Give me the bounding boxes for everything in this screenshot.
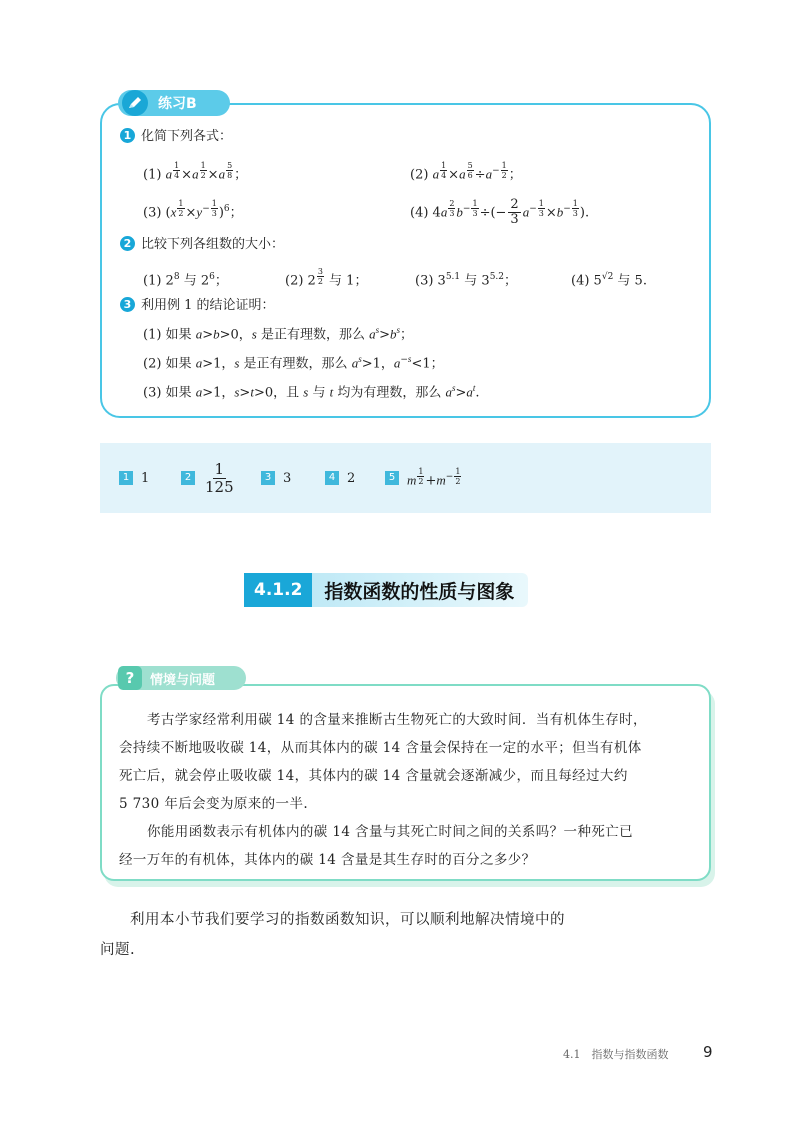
running-footer: 4.1 指数与指数函数 [563,1048,669,1061]
q2-item-4: (4) $5^{√2}$ 与 5. [571,272,647,289]
answer-5: 5 m $^{\frac{1}{2}}$ $+m^{- \frac{1}{2}}$ [385,455,462,501]
answer-4: 4 2 [325,455,355,501]
question-3 [120,296,275,316]
section-number: 4.1.2 [244,573,312,607]
pencil-icon [122,90,148,116]
body-paragraph: 利用本小节我们要学习的指数函数知识，可以顺利地解决情境中的 问题. [100,912,565,958]
question-2 [120,235,284,255]
q1-item-2: (2) a $^{\frac{1}{4}}$ ×a $^{\frac{5}{6}}$ $\div a^{- \frac{1}{2}}$ ； [410,161,522,183]
answer-1: 1 1 [119,455,149,501]
q1-item-4: (4) 4a $^{\frac{2}{3}}$ $b^{- \frac{1}{3}}$ ÷(− $\frac{2}{3}$ $a^{- \frac{1}{3}}$ $\times b^{- \frac{1}{3}}$ ). [410,197,590,228]
situation-paragraph-1: 考古学家经常利用碳 14 的含量来推断古生物死亡的大致时间．当有机体生存时， 会持续不断地吸收碳 14，从而其体内的碳 14 含量会保持在一定的水平；但当有机体 死亡后，就会停止吸收碳 14，其体内的碳 14 含量就会逐渐减少，而且每经过大约 5 730 年后会变为原来的一半. 你能用函数表示有机体内的碳 14 含量与其死亡时间之间的关系吗？一种死亡已 经一万年的有机体，其体内的碳 14 含量是其生存时的百分之多少？ [119,712,647,868]
q3-item-2: (2) 如果 a>1，s 是正有理数，那么 $a^s>1$，$a^{-s}<1$； [143,354,444,372]
question-title: 化简下列各式： [141,129,233,144]
section-heading [244,573,528,607]
q1-item-3: (3) (x $^{\frac{1}{2}}$ $\times y^{- \frac{1}{3}}$ )$^6$； [143,199,243,221]
exercise-tab [118,90,230,116]
answer-2-fraction: 1 125 [205,459,234,496]
question-number: 1 [120,128,135,143]
question-1 [120,127,232,147]
q3-item-3: (3) 如果 a>1，s>t>0，且 s 与 t 均为有理数，那么 $a^s>a^t$. [143,383,480,401]
question-number: 3 [120,297,135,312]
page-number: 9 [703,1043,713,1061]
question-icon: ? [118,666,142,690]
q2-item-1: (1) $2^8$ 与 $2^6$； [143,272,228,289]
section-title: 指数函数的性质与图象 [312,573,528,607]
answer-3: 3 3 [261,455,291,501]
answer-2: 2 1 125 [181,455,236,501]
q2-item-3: (3) $3^{5.1}$ 与 $3^{5.2}$； [415,272,518,289]
question-title: 比较下列各组数的大小： [141,237,285,252]
q2-item-2: (2) 2 $^{\frac{3}{2}}$ 与 1； [285,267,368,289]
situation-tab [116,666,246,690]
question-number: 2 [120,236,135,251]
answer-5-expression: m $^{\frac{1}{2}}$ $+m^{- \frac{1}{2}}$ [407,467,461,489]
question-title: 利用例 1 的结论证明： [141,298,275,313]
q1-item-1: (1) a $^{\frac{1}{4}}$ ×a $^{\frac{1}{2}}$ ×a $^{\frac{5}{8}}$ ； [143,161,248,183]
q3-item-1: (1) 如果 a>b>0，s 是正有理数，那么 $a^s>b^s$； [143,325,414,343]
exercise-tab-label: 练习B [158,96,197,112]
situation-tab-label: 情境与问题 [150,672,216,688]
